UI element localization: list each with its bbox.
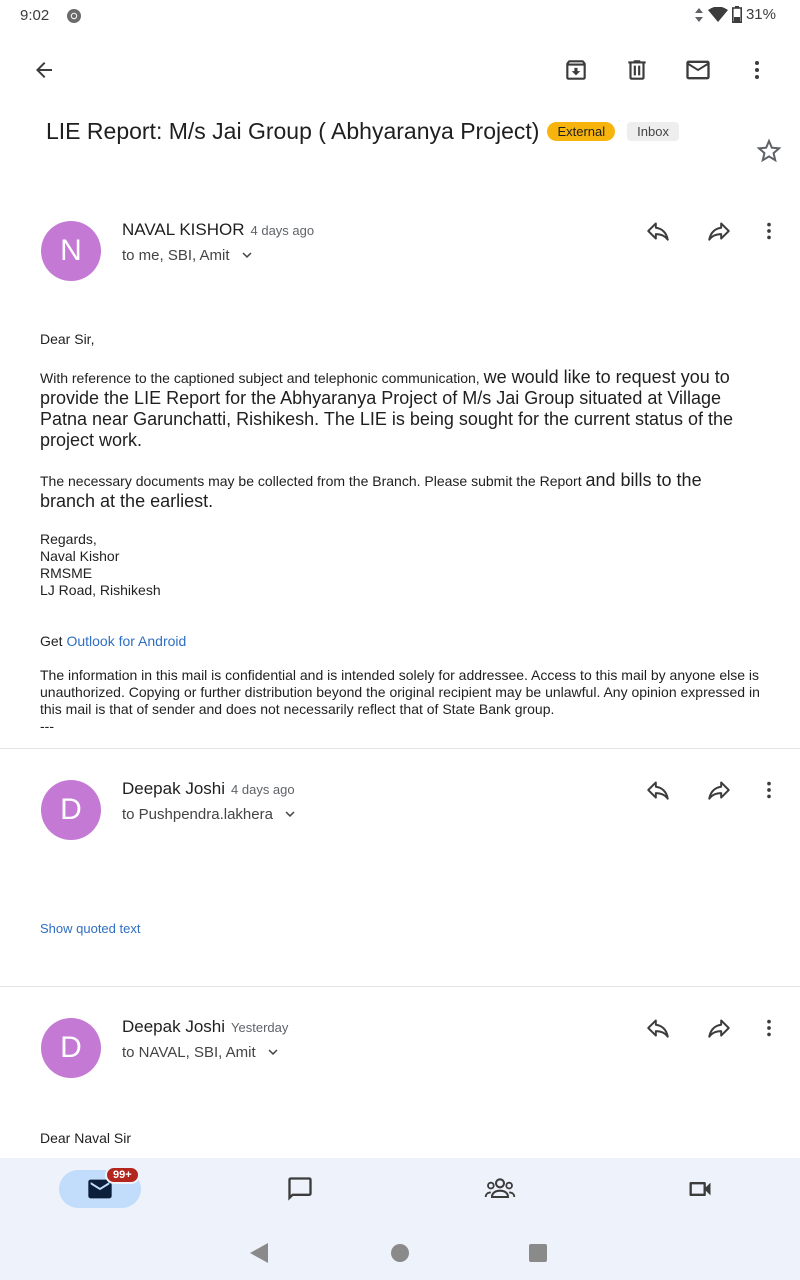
avatar[interactable]: N [41, 221, 101, 281]
back-arrow-icon [32, 58, 56, 82]
message-time: 4 days ago [231, 782, 295, 797]
nav-mail[interactable] [59, 1170, 141, 1208]
forward-icon [706, 777, 732, 803]
get-outlook-line [40, 633, 760, 650]
system-recents-icon[interactable] [528, 1243, 548, 1263]
divider [0, 748, 800, 749]
sender-name[interactable]: Deepak Joshi [122, 779, 226, 798]
recipients-toggle[interactable] [122, 246, 256, 264]
message-actions [640, 774, 781, 806]
forward-button[interactable] [701, 215, 737, 247]
message-more-button[interactable] [757, 215, 781, 247]
status-bar [0, 0, 800, 32]
nav-spaces[interactable] [459, 1170, 541, 1208]
top-app-bar [0, 40, 800, 104]
nav-meet[interactable] [659, 1170, 741, 1208]
message-more-button[interactable] [757, 1012, 781, 1044]
reply-button[interactable] [640, 1012, 676, 1044]
forward-button[interactable] [701, 774, 737, 806]
data-arrows-icon [694, 7, 704, 23]
reply-icon [645, 1015, 671, 1041]
nav-chat[interactable] [259, 1170, 341, 1208]
get-prefix: Get [40, 633, 67, 649]
recipients-toggle[interactable] [122, 805, 299, 823]
chevron-down-icon [264, 1043, 282, 1061]
dashes: --- [40, 718, 54, 734]
archive-button[interactable] [556, 50, 596, 90]
sender-line [122, 779, 295, 799]
chevron-down-icon [238, 246, 256, 264]
more-vert-icon [758, 220, 780, 242]
reply-icon [645, 218, 671, 244]
back-button[interactable] [24, 50, 64, 90]
star-icon[interactable] [754, 136, 784, 166]
signature-line: Regards, [40, 531, 97, 547]
message-actions [640, 1012, 781, 1044]
sender-line [122, 1017, 288, 1037]
paragraph-2-large: and bills to the branch at the earliest. [40, 470, 702, 511]
archive-icon [563, 57, 589, 83]
subject-row [46, 118, 746, 145]
label-inbox[interactable]: Inbox [627, 122, 679, 141]
sender-name[interactable]: Deepak Joshi [122, 1017, 226, 1036]
signature-line: Naval Kishor [40, 548, 120, 564]
chrome-icon [66, 8, 82, 24]
more-vert-icon [745, 58, 769, 82]
battery-icon [732, 6, 742, 23]
mark-unread-icon [684, 56, 712, 84]
message-time: 4 days ago [250, 223, 315, 238]
divider [0, 986, 800, 987]
delete-icon [624, 57, 650, 83]
forward-icon [706, 218, 732, 244]
reply-button[interactable] [640, 215, 676, 247]
sender-name[interactable]: NAVAL KISHOR [122, 220, 245, 239]
recipients-text: to me, SBI, Amit [122, 246, 230, 264]
meet-icon [685, 1175, 715, 1203]
system-back-icon[interactable] [248, 1241, 270, 1265]
outlook-link[interactable]: Outlook for Android [66, 633, 187, 649]
email-subject: LIE Report: M/s Jai Group ( Abhyaranya Project) [46, 118, 540, 144]
avatar[interactable]: D [41, 1018, 101, 1078]
status-icons [694, 6, 776, 23]
message-time: Yesterday [231, 1020, 289, 1035]
sender-line [122, 220, 314, 240]
signature-line: RMSME [40, 565, 93, 581]
status-time: 9:02 [20, 7, 50, 24]
signature [40, 531, 760, 599]
show-quoted-text-link[interactable]: Show quoted text [40, 921, 141, 936]
more-options-button[interactable] [737, 50, 777, 90]
more-vert-icon [758, 1017, 780, 1039]
paragraph-2 [40, 470, 760, 512]
message-body-preview: Dear Naval Sir [40, 1130, 132, 1146]
paragraph-1 [40, 367, 760, 451]
paragraph-1-large: we would like to request you to provide the LIE Report for the Abhyaranya Project of M/s Jai Group situated at Village Patna near Garunchatti, Rishikesh. The LIE is being sought for the current status of the project work. [40, 367, 734, 450]
recipients-toggle[interactable] [122, 1043, 282, 1061]
mail-badge: 99+ [105, 1166, 140, 1184]
delete-button[interactable] [617, 50, 657, 90]
forward-button[interactable] [701, 1012, 737, 1044]
recipients-text: to Pushpendra.lakhera [122, 805, 273, 823]
recipients-text: to NAVAL, SBI, Amit [122, 1043, 256, 1061]
avatar[interactable]: D [41, 780, 101, 840]
paragraph-2-small: The necessary documents may be collected from the Branch. Please submit the Report [40, 473, 586, 489]
label-external: External [547, 122, 615, 141]
signature-line: LJ Road, Rishikesh [40, 582, 161, 598]
chat-icon [286, 1175, 314, 1203]
mark-unread-button[interactable] [678, 50, 718, 90]
system-navigation [0, 1238, 800, 1268]
disclaimer: The information in this mail is confidential and is intended solely for addressee. Access to this mail by anyone else is unauthorized. Copying or further distribution beyond the original recipient may be unlawful. Any opinion expressed in this mail is that of sender and does not necessarily reflect that of State Bank group. [40, 667, 760, 717]
message-more-button[interactable] [757, 774, 781, 806]
message-body [40, 331, 760, 735]
more-vert-icon [758, 779, 780, 801]
reply-icon [645, 777, 671, 803]
message-actions [640, 215, 781, 247]
battery-percent: 31% [745, 6, 776, 23]
chevron-down-icon [281, 805, 299, 823]
spaces-icon [484, 1175, 516, 1203]
greeting: Dear Sir, [40, 331, 95, 347]
reply-button[interactable] [640, 774, 676, 806]
system-home-icon[interactable] [390, 1243, 410, 1263]
wifi-icon [708, 7, 728, 23]
bottom-navigation [0, 1158, 800, 1280]
forward-icon [706, 1015, 732, 1041]
paragraph-1-small: With reference to the captioned subject and telephonic communication, [40, 370, 484, 386]
